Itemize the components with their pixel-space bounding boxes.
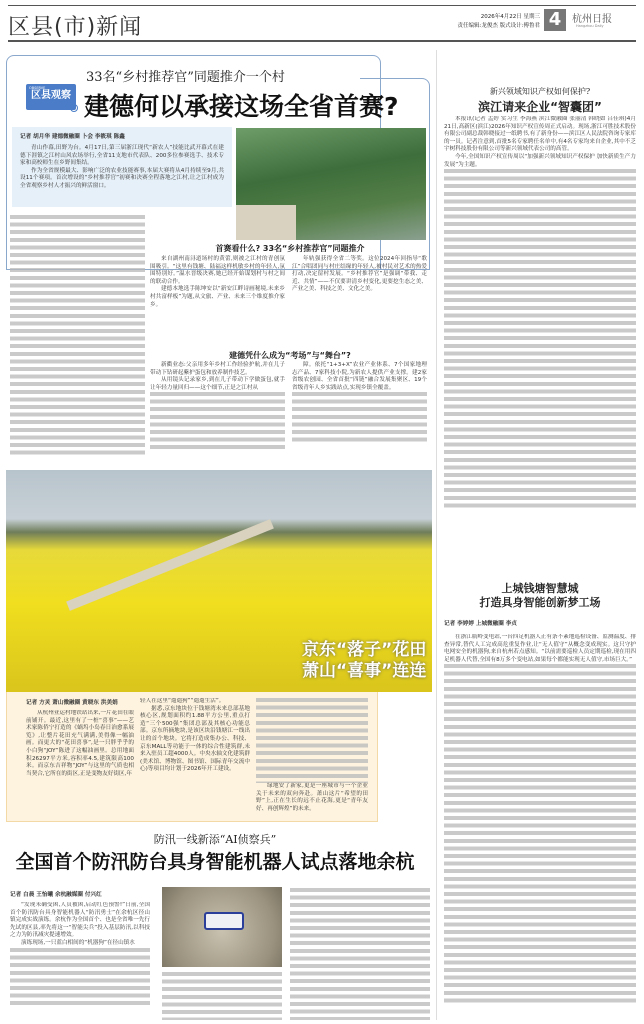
bottom-headline: 全国首个防汛防台具身智能机器人试点落地余杭 [15, 851, 415, 873]
photo-body-col [256, 698, 368, 818]
top-body-col [150, 362, 285, 452]
body-paragraph: 本报讯(记者 孟婷 实习生 李海燕 滨江微融圈 张丽清 韩晓如 吕佳琪)4月21日,高新区(滨江)2026年知识产权宣传周正式启动。现场,浙江可胜技术股份有限公司副总裁韩晓接过一纸聘书,有了新身份——滨江区人民法院咨询专家库的一员。记者注意到,首批5名专家聘任名单中,有4名专家均来自企业,其中不乏宇树科技股份有限公司等新兴领域代表公司的高管。 [444, 116, 636, 153]
photo-headline-line: 萧山“喜事”连连 [302, 661, 427, 681]
paper-logo-en: Hangzhou Daily [576, 24, 604, 28]
right-headline: 滨江请来企业“智囊团” [478, 100, 602, 114]
body-paragraph: “发现未确受困,人员被困,启动红色预警!”日前,全国首个防汛防台具身智能机器人“防汛勇士”在余杭区径山镇完成实战演练。余杭作为全国首个、也是全省唯一先行先试的区县,率先将这一“智能尖兵”投入基层防汛,以科技之力为防汛减灾提速增效。 [10, 902, 150, 939]
section-title: 区县(市)新闻 [8, 15, 143, 40]
top-body-col [10, 215, 145, 455]
bottom-byline: 记者 白晨 王怡曦 余杭融媒圈 付兴红 [10, 892, 102, 898]
intro-paragraph: 青山作幕,田野为台。4月17日,第三届浙江现代“新农人”技能比武开幕式在建德下涯镇之江村山风农场举行,全省11支地市代表队、200多位参赛选手、技术专家和高校师生在乡野间集结。 [20, 145, 224, 167]
right-column-rule [436, 50, 437, 1020]
headline-line: 打造具身智能创新梦工场 [479, 596, 601, 609]
body-paragraph: 从杭州亚运村地铁站出来,一片花田在眼前铺开。最近,这里有了一桩“喜事”——艺术家陈侨宁打造的《蜗坞小岛春日治愈系展览》,让整片花田充气满满,美得像一幅油画。而更大的“花田喜事”,是一只胖乎乎的小白狗“JOY”陈进了这幅油画里。总用地面积26297平方米,容积率4.5,建筑限高100米。而京东吉祥物“JOY”与这里的气质也相当契合,它所在的街区,正是变物友好街区,年 [26, 710, 134, 777]
photo-headline-line: 京东“落子”花田 [302, 640, 427, 660]
top-body-col [292, 362, 427, 442]
right-kicker: 新兴领域知识产权如何保护? [489, 87, 591, 96]
top-headline: 建德何以承接这场全省首赛? [84, 92, 399, 121]
subhead: 建德凭什么成为“考场”与“舞台”? [229, 351, 351, 360]
editors: 责任编辑:龙俊杰 版式设计:傅鲁君 [457, 23, 540, 29]
column-badge [26, 84, 76, 110]
right2-body [444, 634, 636, 1022]
top-byline: 记者 胡月华 建德微融圈 卜会 李筱琪 陈鑫 [20, 134, 125, 140]
body-paragraph: 新衢业态:父亲用多年乡村工作经验护航,并在儿子带动下钻研起紫护蛋包和放养制作技艺。 [150, 362, 285, 376]
body-paragraph: 绿地安了新家,更是一座城市与一个企业关于未来的双向奔赴。萧山这片“希望的田野”上,正在生长的远不止花海,更是“青年友好、再创辉煌”的未来。 [256, 783, 368, 812]
bottom-kicker: 防汛一线新添“AI侦察兵” [153, 833, 277, 846]
date: 2026年4月22日 星期三 [480, 14, 540, 20]
bottom-body-col [10, 902, 150, 1022]
body-paragraph: 从用镜头记录家乡,到在儿子带动下学做蛋包,就手让年轻力量回归——这个细节,正是之江村从 [150, 377, 285, 391]
badge-en: OBSERVE [29, 86, 46, 90]
badge-text: 区县观察 [31, 90, 71, 101]
body-paragraph: 建德本地选手陈坤安以“新安江畔诗画秘境,未来乡村共富样板”为题,从文旅、产业、未来三个维度推介家乡。 [150, 286, 285, 308]
body-paragraph: 年轨强获得全省二等奖。这位2024年回指导“歌江”合唱团同与村庄结缘的年轻人,被村民对艺术的热爱打动,决定留村发展。“乡村推荐官”是强调“带我、走近、共情”——不仅要讲清乡村变化,更要挖生态之美、产业之美、科技之美、文化之美。 [292, 256, 427, 293]
tea-field-photo-people [236, 205, 296, 240]
body-paragraph: 障。依托“1+3+X”农业产业体系、7个国家地理志产品、7家科技小院,为新农人提供产业支撑。建2家省级农创园、全省首批“四链”融合发展集聚区、19个省级青年人乡实践站点,实现乡镇全覆盖。 [292, 362, 427, 391]
photo-body-col [26, 710, 134, 818]
robot-dog-photo [162, 887, 282, 967]
paper-logo: 杭州日报 [572, 14, 612, 25]
right2-byline: 记者 李婷婷 上城微融圈 李贞 [444, 621, 517, 627]
right2-headline [442, 582, 638, 610]
photo-byline: 记者 方灵 萧山微融圈 黄晓东 洪美娟 [26, 700, 118, 706]
body-paragraph: 来自湖州南浔道场村的黄蕾,则被之江村的青创氛围吸引。“这里有钱塘、陆福这样机敏乡村的年轻人,氛围特别好。”温水晋级决赛,她已经开始谋划村与村之间的联动合作。 [150, 256, 285, 285]
page-number: 4 [544, 9, 566, 31]
top-body-col [292, 256, 427, 294]
headline-line: 上城钱塘智慧城 [501, 582, 579, 595]
bottom-body-col [162, 972, 282, 1020]
photo-body-col [140, 698, 250, 818]
body-paragraph: 演练现场,一只蓝白相间的“机器狗”在径山镇水 [21, 939, 135, 946]
subhead: 首赛看什么? 33名“乡村推荐官”同题推介 [215, 244, 365, 253]
body-paragraph: 据悉,京东地块位于钱塘湾未来总部基地核心区,规划面积约1.88平方公里,重点打造“三个500强”集团总部及其核心功能总部。京东所摘地块,是该区块沿钱塘江一线出让的首个地块。它将打造成集办公、科技、京东MALL等功能于一体的综合性建筑群,未来入驻员工超4000人。中央水轴文化建筑群(美术馆、博物馆、图书馆、国际青年交流中心)等项目均计划于2026年开工建设。 [140, 705, 250, 773]
body-paragraph: 轻人在这里“遛遛狗”“遛遛生活”。 [140, 698, 225, 704]
intro-box [12, 127, 232, 207]
bottom-body-col [290, 888, 430, 1020]
body-paragraph: 今年,全国知识产权宣传周以“加强新兴领域知识产权保护 加快新质生产力发展”为主题。 [444, 153, 636, 168]
right-body [444, 116, 636, 556]
robot-dog-icon [204, 912, 244, 930]
intro-paragraph: 作为全省规模最大、影响广泛的农业技能赛事,本届大赛将从4月持续至9月,共设11个赛项。首次增设的“乡村推荐官”初赛和决赛全程落地之江村,让之江村成为全省观察乡村人才振兴的鲜活窗口。 [20, 167, 224, 189]
top-body-col [150, 256, 285, 309]
top-kicker: 33名“乡村推荐官”同题推介一个村 [86, 70, 285, 85]
magnifier-icon [70, 104, 78, 112]
photo-headline [302, 640, 426, 682]
body-paragraph: 在浙江瓶岭变电站,一台四足机器人正有条不紊地巡检设备、监测温度、排查异常,替代人工完成高危重复作业,让“无人值守”从概念变成现实。这只守护电网安全的机器狗,来自杭州若点感知。“以前需要巡检人员定期巡检,现在用四足机器人代替,全国有8万多个变电站,如果每个都能实现无人值守,市场巨大。” [444, 634, 636, 663]
